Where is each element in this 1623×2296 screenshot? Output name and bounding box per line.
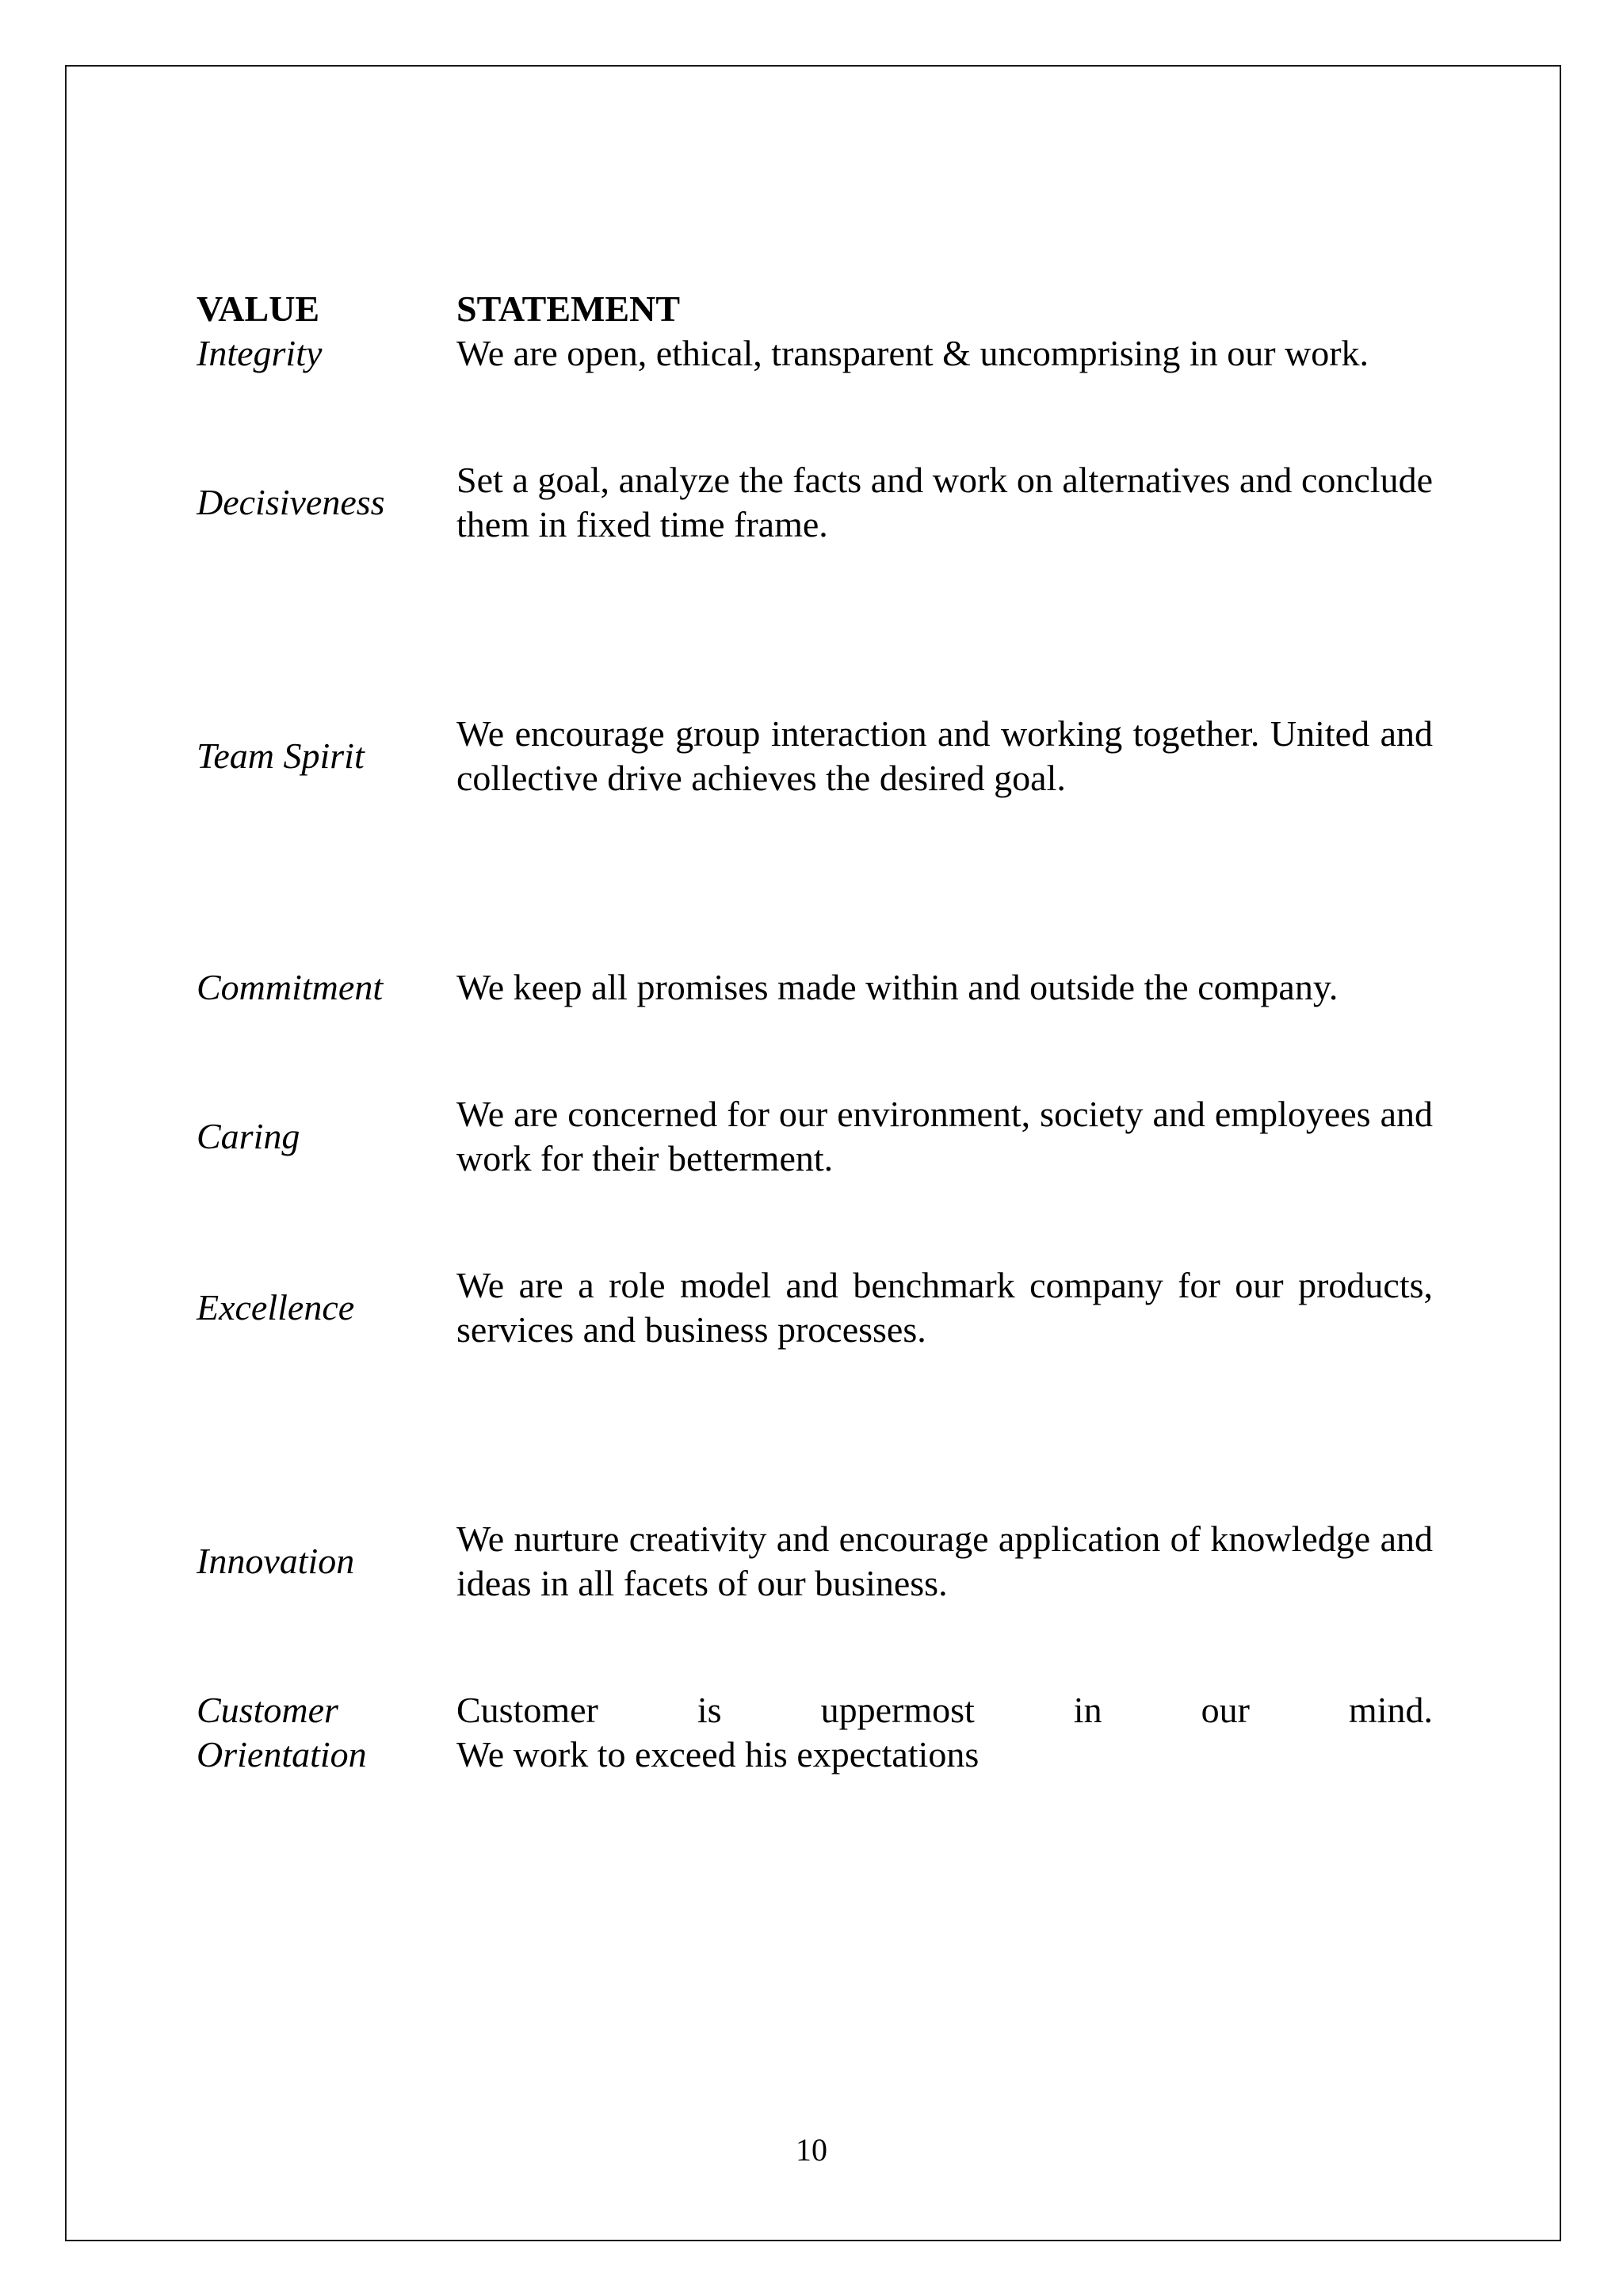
statement-integrity: We are open, ethical, transparent & uncomprising in our work. — [456, 333, 1369, 373]
value-column-header: VALUE — [197, 288, 320, 329]
statement-decisiveness: Set a goal, analyze the facts and work on alternatives and conclude them in fixed time frame. — [456, 460, 1433, 544]
value-team-spirit: Team Spirit — [197, 735, 365, 776]
statement-excellence: We are a role model and benchmark company for our products, services and business processes. — [456, 1265, 1433, 1350]
statement-innovation: We nurture creativity and encourage application of knowledge and ideas in all facets of our business. — [456, 1519, 1433, 1603]
statement-commitment: We keep all promises made within and outside the company. — [456, 967, 1338, 1007]
statement-customer-orientation-line1: Customer is uppermost in our mind. — [456, 1690, 1433, 1730]
value-innovation: Innovation — [197, 1541, 355, 1581]
value-excellence: Excellence — [197, 1287, 355, 1328]
value-commitment: Commitment — [197, 967, 384, 1007]
statement-team-spirit: We encourage group interaction and working together. United and collective drive achieves the desired goal. — [456, 713, 1433, 798]
value-customer-orientation: Customer Orientation — [197, 1690, 367, 1775]
value-decisiveness: Decisiveness — [197, 482, 385, 522]
statement-customer-orientation-line2: We work to exceed his expectations — [456, 1734, 980, 1775]
statement-column-header: STATEMENT — [456, 288, 681, 329]
value-integrity: Integrity — [197, 333, 323, 373]
page-number: 10 — [796, 2132, 827, 2168]
statement-caring: We are concerned for our environment, society and employees and work for their betterment. — [456, 1094, 1433, 1179]
value-caring: Caring — [197, 1116, 300, 1156]
